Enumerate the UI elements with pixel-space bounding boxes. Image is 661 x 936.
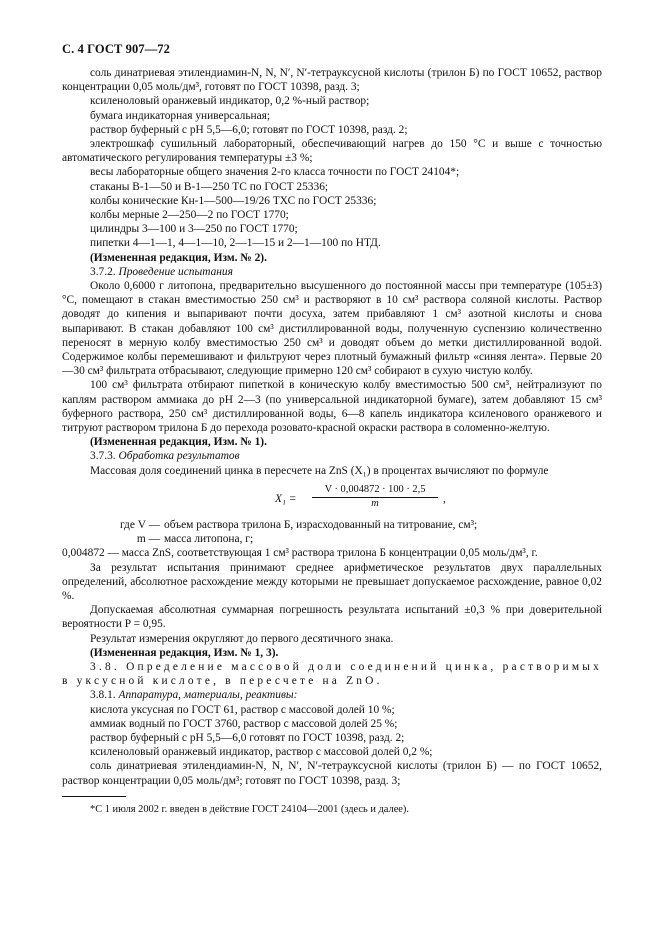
procedure-paragraph: 100 см³ фильтрата отбирают пипеткой в коническую колбу вместимостью 500 см³, нейтрализуют по каплям раствором аммиака до рН 2—3 (по универсальной индикаторной бумаге), затем добавляют 15 см³ буферного раствора, 250 см³ дистиллированной воды, 6—8 капель индикатора ксиленового оранжевого и титруют раствором трилона Б до перехода розовато-красной окраски раствора в соломенно-желтую. [62,379,602,435]
section-title: Обработка результатов [118,450,240,463]
footnote-divider [62,796,126,797]
variable-definition [62,532,602,546]
equipment-scales: весы лабораторные общего значения 2-го класса точности по ГОСТ 24104*; [90,166,460,179]
reagent-trilon-b: соль динатриевая этилендиамин-N, N, N′, N′-тетрауксусной кислоты (трилон Б) по ГОСТ 10652, раствор концентрации 0,05 моль/дм³, готовят по ГОСТ 10398, разд. 3; [62,67,602,94]
footnote: *С 1 июля 2002 г. введен в действие ГОСТ 24104—2001 (здесь и далее). [90,804,409,815]
formula-fraction [312,484,438,510]
result-paragraph: За результат испытания принимают среднее арифметическое результатов двух параллельных определений, абсолютное расхождение между которыми не превышает допускаемое расхождение, равное 0,02 %. [62,561,602,602]
variable-text: объем раствора трилона Б, израсходованный на титрование, см³; [164,518,478,531]
variable-definition: 0,004872 — масса ZnS, соответствующая 1 см³ раствора трилона Б концентрации 0,05 моль/дм³, г. [62,547,538,560]
formula-denominator: m [371,497,379,509]
section-3-8-heading: 3.8. Определение массовой доли соединений цинка, растворимых в уксусной кислоте, в пересчете на ZnO. [62,660,602,688]
equipment-conical-flasks: колбы конические Кн-1—500—19/26 ТХС по ГОСТ 25336; [90,194,377,207]
page-header: С. 4 ГОСТ 907—72 [62,42,171,56]
equipment-oven: электрошкаф сушильный лабораторный, обеспечивающий нагрев до 150 °С и выше с точностью автоматического регулирования температуры ±3 %; [62,138,602,165]
variable-label: где V — [119,518,160,531]
reagent-buffer: раствор буферный с рН 5,5—6,0 готовят по ГОСТ 10398, разд. 2; [90,731,405,744]
formula-numerator: V · 0,004872 · 100 · 2,5 [312,484,438,498]
procedure-paragraph: Около 0,6000 г литопона, предварительно высушенного до постоянной массы при температуре (105±3) °С, помещают в стакан вместимостью 250 см³ и растворяют в 10 см³ раствора соляной кислоты. Раствор доводят до кипения и выпаривают почти досуха, затем прибавляют 1 см³ азотной кислоты и снова выпаривают. В стакан добавляют 100 см³ дистиллированной воды, полученную суспензию количественно переносят в мерную колбу вместимостью 250 см³ и доводят объем до метки дистиллированной водой. Содержимое колбы перемешивают и фильтруют через плотный бумажный фильтр «синяя лента». Первые 20—30 см³ фильтрата отбрасывают, следующие примерно 120 см³ собирают в сухую чистую колбу. [62,280,602,378]
section-number: 3.8.1. [90,689,116,702]
reagent-acetic-acid: кислота уксусная по ГОСТ 61, раствор с массовой долей 10 %; [90,703,395,716]
formula [62,484,602,514]
reagent-xylenol-orange: ксиленоловый оранжевый индикатор, 0,2 %-ный раствор; [90,95,370,108]
equipment-beakers: стаканы В-1—50 и В-1—250 ТС по ГОСТ 25336; [90,180,329,193]
section-heading [62,688,602,702]
section-heading [62,449,602,463]
document-body [62,66,602,788]
equipment-volumetric-flasks: колбы мерные 2—250—2 по ГОСТ 1770; [90,209,289,222]
equipment-pipettes: пипетки 4—1—1, 4—1—10, 2—1—15 и 2—1—100 по НТД. [90,237,381,250]
error-paragraph: Допускаемая абсолютная суммарная погрешность результата испытаний ±0,3 % при доверительной вероятности P = 0,95. [62,604,602,631]
amendment-note: (Измененная редакция, Изм. № 1). [90,436,267,449]
formula-comma: , [443,492,446,505]
section-heading [62,265,602,279]
section-title: Проведение испытания [118,265,233,278]
amendment-note: (Измененная редакция, Изм. № 2). [90,251,267,264]
reagent-indicator-paper: бумага индикаторная универсальная; [90,109,271,122]
section-title: Аппаратура, материалы, реактивы: [118,689,298,702]
rounding-paragraph: Результат измерения округляют до первого десятичного знака. [90,632,394,645]
formula-lhs: X₁ = [275,492,297,505]
equipment-cylinders: цилиндры 3—100 и 3—250 по ГОСТ 1770; [90,223,298,236]
reagent-buffer: раствор буферный с рН 5,5—6,0; готовят по ГОСТ 10398, разд. 2; [90,123,408,136]
section-number: 3.7.2. [90,265,116,278]
variable-text: масса литопона, г; [164,533,254,546]
formula-intro: Массовая доля соединений цинка в пересчете на ZnS (X₁) в процентах вычисляют по формуле [90,464,549,477]
section-number: 3.7.3. [90,450,116,463]
amendment-note: (Измененная редакция, Изм. № 1, 3). [90,646,279,659]
reagent-trilon-b: соль динатриевая этилендиамин-N, N, N′, N′-тетрауксусной кислоты (трилон Б) — по ГОСТ 10652, раствор концентрации 0,05 моль/дм³; готовят по ГОСТ 10398, разд. 3; [62,760,602,787]
variable-definition [62,518,602,532]
variable-label: m — [136,533,160,546]
reagent-xylenol-orange: ксиленоловый оранжевый индикатор, раствор с массовой долей 0,2 %; [90,746,433,759]
reagent-ammonia: аммиак водный по ГОСТ 3760, раствор с массовой долей 25 %; [90,717,398,730]
